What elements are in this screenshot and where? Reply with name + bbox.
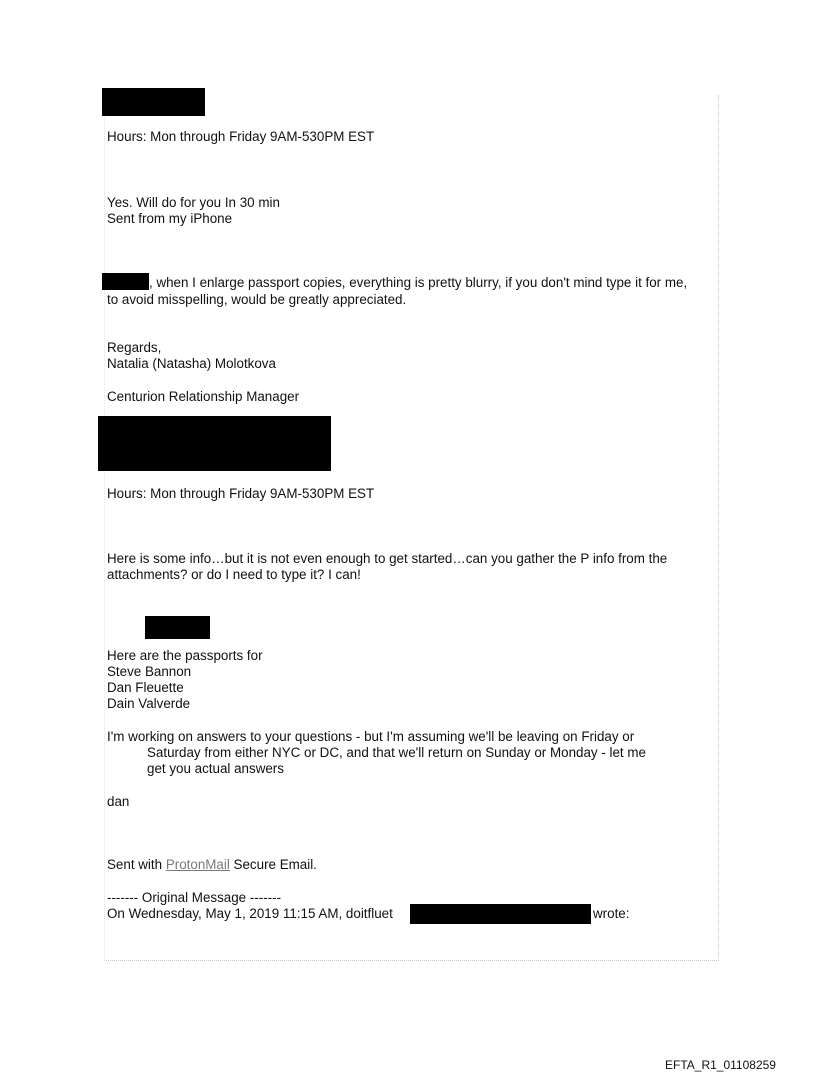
hours-text: Hours: Mon through Friday 9AM-530PM EST xyxy=(107,129,375,144)
regards-text: Regards, xyxy=(107,340,162,355)
sent-from-text: Sent from my iPhone xyxy=(107,211,233,226)
document-id: EFTA_R1_01108259 xyxy=(665,1058,776,1072)
sender-title: Centurion Relationship Manager xyxy=(107,389,300,404)
passport-name: Dain Valverde xyxy=(107,696,191,711)
reply-text: Yes. Will do for you In 30 min xyxy=(107,195,280,210)
working-text: I'm working on answers to your questions - but I'm assuming we'll be leaving on Friday or xyxy=(107,729,635,744)
original-message-line: On Wednesday, May 1, 2019 11:15 AM, doitfluet xyxy=(107,906,393,921)
protonmail-link[interactable]: ProtonMail xyxy=(165,857,230,872)
info-text: Here is some info…but it is not even enough to get started…can you gather the P info from the xyxy=(107,551,668,566)
passport-name: Steve Bannon xyxy=(107,664,192,679)
redaction-block xyxy=(410,904,591,924)
signoff-text: dan xyxy=(107,794,130,809)
request-text: , when I enlarge passport copies, everything is pretty blurry, if you don't mind type it for me, xyxy=(149,275,688,290)
redaction-block xyxy=(102,273,149,290)
hours-text: Hours: Mon through Friday 9AM-530PM EST xyxy=(107,486,375,501)
sender-name: Natalia (Natasha) Molotkova xyxy=(107,356,276,371)
redaction-block xyxy=(145,616,210,639)
sent-with-suffix: Secure Email. xyxy=(229,857,317,872)
original-message-wrote: wrote: xyxy=(593,906,630,921)
redaction-block xyxy=(102,88,205,116)
passports-intro: Here are the passports for xyxy=(107,648,263,663)
sent-with-line xyxy=(107,857,317,873)
original-message-header: ------- Original Message ------- xyxy=(107,890,282,905)
redaction-block xyxy=(98,416,331,471)
info-text: attachments? or do I need to type it? I can! xyxy=(107,567,361,582)
working-text: get you actual answers xyxy=(147,761,284,776)
passport-name: Dan Fleuette xyxy=(107,680,184,695)
request-text: to avoid misspelling, would be greatly appreciated. xyxy=(107,292,407,307)
sent-with-prefix: Sent with xyxy=(107,857,166,872)
working-text: Saturday from either NYC or DC, and that we'll return on Sunday or Monday - let me xyxy=(147,745,646,760)
